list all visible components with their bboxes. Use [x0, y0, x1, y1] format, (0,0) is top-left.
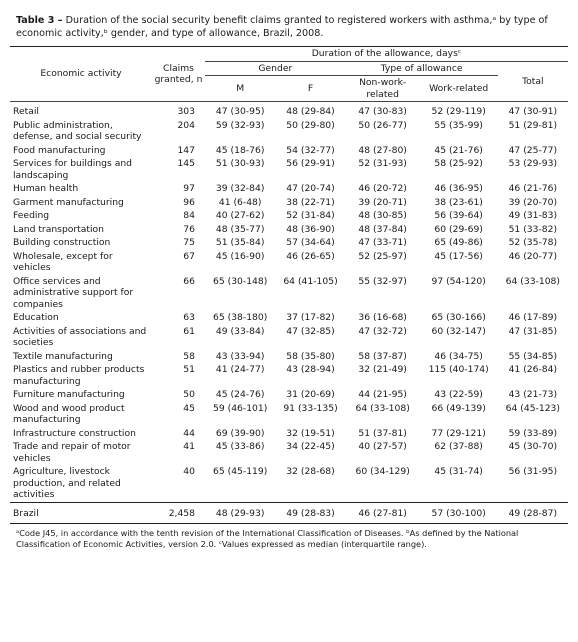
cell-total: 45 (30-70) [508, 441, 558, 452]
cell-claims: 97 [183, 183, 195, 194]
cell-activity: Textile manufacturing [13, 350, 113, 362]
cell-work: 45 (21-76) [434, 144, 483, 156]
cell-f: 46 (26-65) [286, 250, 335, 262]
cell-m: 45 (24-76) [215, 389, 265, 400]
cell-non-work: 64 (33-108) [355, 402, 410, 414]
cell-claims: 44 [183, 427, 195, 439]
cell-work: 52 (29-119) [431, 106, 486, 117]
cell-f: 34 (22-45) [286, 441, 335, 452]
cell-activity: Trade and repair of motor vehicles [13, 441, 131, 464]
cell-m: 48 (29-93) [205, 502, 275, 524]
cell-claims: 75 [183, 237, 195, 248]
cell-total: 51 (29-81) [508, 119, 558, 131]
cell-activity: Brazil [10, 502, 152, 524]
table-row [10, 388, 568, 402]
cell-activity: Garment manufacturing [13, 196, 124, 208]
cell-non-work: 48 (27-80) [358, 144, 407, 156]
cell-non-work: 36 (16-68) [358, 312, 407, 323]
cell-work: 60 (29-69) [434, 223, 483, 235]
table-body [10, 102, 568, 524]
cell-non-work: 48 (37-84) [358, 223, 407, 235]
cell-work: 66 (49-139) [431, 402, 486, 414]
cell-non-work: 50 (26-77) [358, 119, 407, 131]
table-title: Duration of the social security benefit claims granted to registered workers with asthma,ᵃ by type of economic activity,ᵇ gender, and type of allowance, Brazil, 2008. [16, 15, 548, 39]
cell-claims: 41 [183, 441, 195, 452]
cell-non-work: 39 (20-71) [358, 196, 407, 208]
cell-total: 53 (29-93) [508, 158, 558, 169]
cell-f: 64 (41-105) [283, 275, 338, 287]
cell-m: 48 (35-77) [215, 223, 265, 235]
cell-work: 46 (36-95) [434, 183, 483, 194]
cell-non-work: 47 (30-83) [358, 106, 407, 117]
table-row [10, 440, 568, 465]
cell-f: 32 (28-68) [286, 466, 335, 477]
cell-m: 51 (35-84) [215, 237, 265, 248]
header-female: F [275, 76, 345, 102]
cell-m: 47 (30-95) [215, 106, 265, 117]
cell-total: 47 (25-77) [508, 144, 558, 156]
cell-f: 43 (28-94) [286, 364, 335, 375]
header-non-work-related: Non-work-related [346, 76, 420, 102]
table-row [10, 402, 568, 427]
cell-non-work: 47 (32-72) [358, 325, 407, 337]
table-row [10, 250, 568, 275]
cell-total: 46 (17-89) [508, 312, 558, 323]
cell-f: 54 (32-77) [286, 144, 335, 156]
cell-activity: Building construction [13, 237, 111, 248]
header-total: Total [522, 75, 544, 87]
table-row [10, 182, 568, 196]
cell-total: 59 (33-89) [508, 427, 558, 439]
table-row [10, 236, 568, 250]
cell-m: 40 (27-62) [215, 210, 265, 221]
cell-m: 49 (33-84) [215, 325, 265, 337]
table-row [10, 363, 568, 388]
cell-activity: Feeding [13, 210, 50, 221]
cell-activity: Office services and administrative support for companies [13, 275, 134, 310]
header-claims: Claims granted, n [154, 62, 203, 85]
cell-m: 45 (33-86) [215, 441, 265, 452]
cell-activity: Agriculture, livestock production, and related activities [13, 466, 121, 500]
table-row [10, 223, 568, 237]
cell-non-work: 51 (37-81) [358, 427, 407, 439]
cell-non-work: 32 (21-49) [358, 364, 407, 375]
cell-activity: Infrastructure construction [13, 427, 136, 439]
table-row [10, 427, 568, 441]
table-row [10, 350, 568, 364]
cell-claims: 63 [183, 312, 195, 323]
cell-work: 65 (30-166) [431, 312, 486, 323]
table-row [10, 502, 568, 524]
cell-activity: Plastics and rubber products manufacturing [13, 364, 145, 387]
cell-f: 48 (36-90) [286, 223, 335, 235]
cell-m: 41 (6-48) [218, 196, 262, 208]
cell-m: 45 (18-76) [215, 144, 265, 156]
cell-total: 64 (45-123) [505, 402, 560, 414]
cell-non-work: 52 (31-93) [358, 158, 407, 169]
cell-non-work: 55 (32-97) [358, 275, 407, 287]
table-row [10, 119, 568, 144]
cell-m: 43 (33-94) [215, 350, 265, 362]
table-row [10, 311, 568, 325]
cell-claims: 66 [183, 275, 195, 287]
cell-f: 56 (29-91) [286, 158, 335, 169]
cell-f: 57 (34-64) [286, 237, 335, 248]
cell-claims: 145 [177, 158, 195, 169]
cell-activity: Services for buildings and landscaping [13, 158, 133, 181]
cell-claims: 76 [183, 223, 195, 235]
cell-non-work: 52 (25-97) [358, 250, 407, 262]
cell-m: 51 (30-93) [215, 158, 265, 169]
cell-non-work: 47 (33-71) [358, 237, 407, 248]
cell-total: 41 (26-84) [508, 364, 558, 375]
cell-m: 41 (24-77) [215, 364, 265, 375]
cell-work: 55 (35-99) [434, 119, 483, 131]
header-male: M [205, 76, 275, 102]
cell-activity: Furniture manufacturing [13, 389, 125, 400]
cell-claims: 61 [183, 325, 195, 337]
cell-m: 59 (32-93) [215, 119, 265, 131]
cell-total: 51 (33-82) [508, 223, 558, 235]
cell-claims: 96 [183, 196, 195, 208]
cell-f: 52 (31-84) [286, 210, 335, 221]
cell-work: 62 (37-88) [434, 441, 483, 452]
cell-claims: 303 [177, 106, 195, 117]
cell-non-work: 44 (21-95) [358, 389, 407, 400]
header-work-related: Work-related [420, 76, 498, 102]
cell-activity: Public administration, defense, and social security [13, 119, 142, 142]
cell-total: 64 (33-108) [505, 275, 560, 287]
cell-claims: 50 [183, 389, 195, 400]
cell-total: 43 (21-73) [508, 389, 558, 400]
table-row [10, 157, 568, 182]
cell-activity: Wood and wood product manufacturing [13, 402, 125, 425]
table-caption [16, 14, 568, 40]
cell-claims: 204 [177, 119, 195, 131]
cell-m: 65 (45-119) [213, 466, 268, 477]
cell-work: 46 (34-75) [434, 350, 483, 362]
cell-f: 58 (35-80) [286, 350, 335, 362]
cell-claims: 45 [183, 402, 195, 414]
cell-claims: 58 [183, 350, 195, 362]
cell-non-work: 60 (34-129) [355, 466, 410, 477]
table-row [10, 465, 568, 502]
cell-activity: Education [13, 312, 59, 323]
cell-total: 46 (21-76) [508, 183, 558, 194]
cell-m: 69 (39-90) [215, 427, 265, 439]
cell-f: 47 (20-74) [286, 183, 335, 194]
cell-claims: 51 [183, 364, 195, 375]
cell-work: 45 (31-74) [434, 466, 483, 477]
cell-f: 47 (32-85) [286, 325, 335, 337]
cell-total: 52 (35-78) [508, 237, 558, 248]
cell-f: 32 (19-51) [286, 427, 335, 439]
cell-non-work: 40 (27-57) [358, 441, 407, 452]
cell-work: 58 (25-92) [434, 158, 483, 169]
cell-m: 45 (16-90) [215, 250, 265, 262]
header-activity: Economic activity [40, 68, 122, 80]
table-row [10, 102, 568, 119]
cell-activity: Wholesale, except for vehicles [13, 250, 113, 273]
cell-work: 60 (32-147) [431, 325, 486, 337]
cell-m: 39 (32-84) [215, 183, 265, 194]
cell-non-work: 46 (27-81) [346, 502, 420, 524]
table-footnote: ᵃCode J45, in accordance with the tenth revision of the International Classification of Diseases. ᵇAs defined by the National Classification of Economic Activities, version 2.0. ᶜValues expressed as median (interquartile range). [16, 528, 519, 549]
cell-total: 56 (31-95) [508, 466, 558, 477]
cell-total: 49 (31-83) [508, 210, 558, 221]
header-gender-group: Gender [205, 61, 346, 76]
cell-f: 31 (20-69) [286, 389, 335, 400]
cell-claims: 147 [177, 144, 195, 156]
cell-f: 37 (17-82) [286, 312, 335, 323]
cell-work: 77 (29-121) [431, 427, 486, 439]
cell-m: 65 (38-180) [213, 312, 268, 323]
cell-work: 45 (17-56) [434, 250, 483, 262]
table-row [10, 196, 568, 210]
header-duration-group: Duration of the allowance, daysᶜ [205, 47, 568, 61]
cell-work: 56 (39-64) [434, 210, 483, 221]
cell-activity: Retail [13, 106, 39, 117]
cell-total: 55 (34-85) [508, 350, 558, 362]
cell-claims: 2,458 [152, 502, 205, 524]
cell-activity: Human health [13, 183, 79, 194]
cell-claims: 84 [183, 210, 195, 221]
table-row [10, 209, 568, 223]
cell-activity: Land transportation [13, 223, 105, 235]
table-row [10, 275, 568, 312]
cell-f: 49 (28-83) [275, 502, 345, 524]
cell-f: 50 (29-80) [286, 119, 335, 131]
cell-f: 48 (29-84) [286, 106, 335, 117]
header-allowance-group: Type of allowance [346, 61, 498, 76]
cell-work: 65 (49-86) [434, 237, 483, 248]
cell-total: 47 (30-91) [508, 106, 558, 117]
data-table [10, 46, 568, 524]
cell-f: 38 (22-71) [286, 196, 335, 208]
cell-work: 38 (23-61) [434, 196, 483, 208]
cell-m: 59 (46-101) [213, 402, 268, 414]
cell-total: 47 (31-85) [508, 325, 558, 337]
cell-non-work: 48 (30-85) [358, 210, 407, 221]
cell-activity: Activities of associations and societies [13, 325, 147, 348]
cell-total: 46 (20-77) [508, 250, 558, 262]
cell-total: 39 (20-70) [508, 196, 558, 208]
table-row [10, 144, 568, 158]
cell-non-work: 58 (37-87) [358, 350, 407, 362]
cell-total: 49 (28-87) [498, 502, 568, 524]
cell-work: 43 (22-59) [434, 389, 483, 400]
cell-claims: 67 [183, 250, 195, 262]
cell-work: 57 (30-100) [420, 502, 498, 524]
table-label: Table 3 – [16, 15, 63, 26]
cell-work: 97 (54-120) [431, 275, 486, 287]
table-row [10, 325, 568, 350]
cell-activity: Food manufacturing [13, 144, 106, 156]
cell-claims: 40 [183, 466, 195, 477]
cell-non-work: 46 (20-72) [358, 183, 407, 194]
cell-work: 115 (40-174) [428, 364, 489, 375]
cell-m: 65 (30-148) [213, 275, 268, 287]
cell-f: 91 (33-135) [283, 402, 338, 414]
